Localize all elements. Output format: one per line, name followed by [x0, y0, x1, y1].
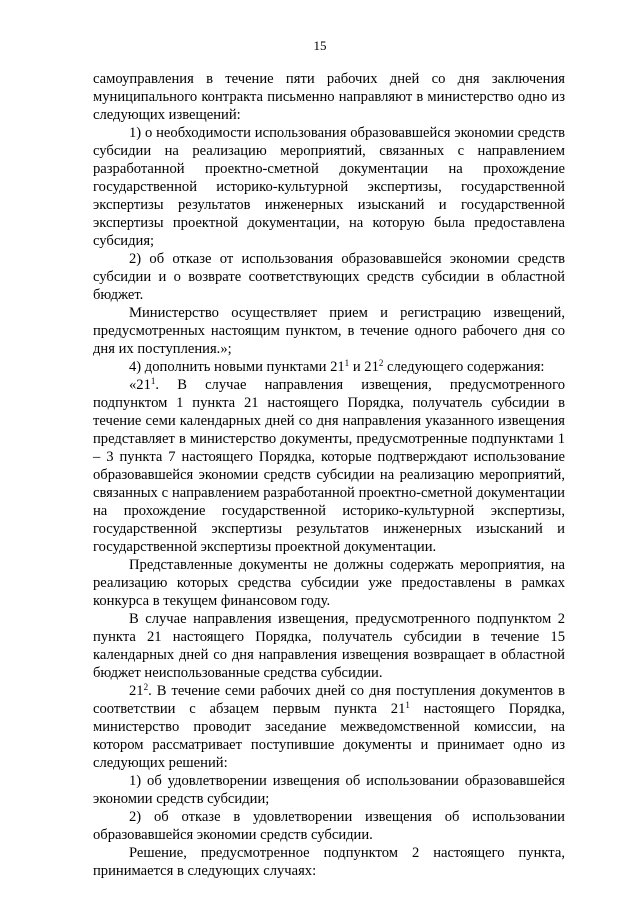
paragraph-subitem-2: 2) об отказе от использования образовавшейся экономии средств субсидии и о возврате соответствующих средств субсидии в областной бюджет. [93, 251, 565, 303]
paragraph-amendment-4 [93, 358, 565, 376]
paragraph-decision-2: 2) об отказе в удовлетворении извещения об использовании образовавшейся экономии средств субсидии. [93, 809, 565, 843]
paragraph-refund: В случае направления извещения, предусмотренного подпунктом 2 пункта 21 настоящего Порядка, получатель субсидии в течение 15 календарных дней со дня направления извещения возвращает в областной бюджет неиспользованные средства субсидии. [93, 611, 565, 681]
paragraph-ministry-registration: Министерство осуществляет прием и регистрацию извещений, предусмотренных настоящим пунктом, в течение одного рабочего дня со дня их поступления.»; [93, 305, 565, 357]
text-run: настоящего Порядка, министерство проводит заседание межведомственной комиссии, на котором рассматривает поступившие документы и принимает одно из следующих решений: [93, 701, 565, 771]
paragraph-point-21-2 [93, 682, 565, 772]
page-number: 15 [313, 38, 327, 53]
text-run: 4) дополнить новыми пунктами 21 [129, 359, 345, 375]
text-run: «21 [129, 377, 151, 393]
paragraph-point-21-1 [93, 376, 565, 556]
paragraph-documents-restriction: Представленные документы не должны содержать мероприятия, на реализацию которых средства субсидии уже предоставлены в рамках конкурса в текущем финансовом году. [93, 557, 565, 609]
text-run: и 21 [349, 359, 379, 375]
text-run: . В случае направления извещения, предусмотренного подпунктом 1 пункта 21 настоящего Порядка, получатель субсидии в течение семи календарных дней со дня направления указанного извещения представляет в министерство документы, предусмотренные подпунктами 1 – 3 пункта 7 настоящего Порядка, которые подтверждают использование образовавшейся экономии средств субсидии на реализацию мероприятий, связанных с направлением разработанной проектно-сметной документации на прохождение государственной историко-культурной экспертизы, государственной экспертизы результатов инженерных изысканий и государственной экспертизы проектной документации. [93, 377, 565, 555]
text-run: следующего содержания: [383, 359, 545, 375]
document-body [93, 70, 565, 880]
superscript: 1 [344, 358, 350, 368]
superscript: 1 [150, 376, 156, 386]
superscript: 1 [405, 700, 410, 710]
paragraph-continuation: самоуправления в течение пяти рабочих дней со дня заключения муниципального контракта письменно направляют в министерство одно из следующих извещений: [93, 71, 565, 123]
superscript: 2 [143, 682, 149, 692]
text-run: 21 [129, 683, 144, 699]
text-run: . В течение семи рабочих дней со дня поступления документов в соответствии с абзацем первым пункта 21 [93, 683, 565, 717]
paragraph-decision-cases: Решение, предусмотренное подпунктом 2 настоящего пункта, принимается в следующих случаях: [93, 845, 565, 879]
paragraph-decision-1: 1) об удовлетворении извещения об использовании образовавшейся экономии средств субсидии; [93, 773, 565, 807]
superscript: 2 [378, 358, 384, 368]
paragraph-subitem-1: 1) о необходимости использования образовавшейся экономии средств субсидии на реализацию мероприятий, связанных с направлением разработанной проектно-сметной документации на прохождение государственной историко-культурной экспертизы, государственной экспертизы результатов инженерных изысканий и государственной экспертизы проектной документации, на которую была предоставлена субсидия; [93, 125, 565, 249]
